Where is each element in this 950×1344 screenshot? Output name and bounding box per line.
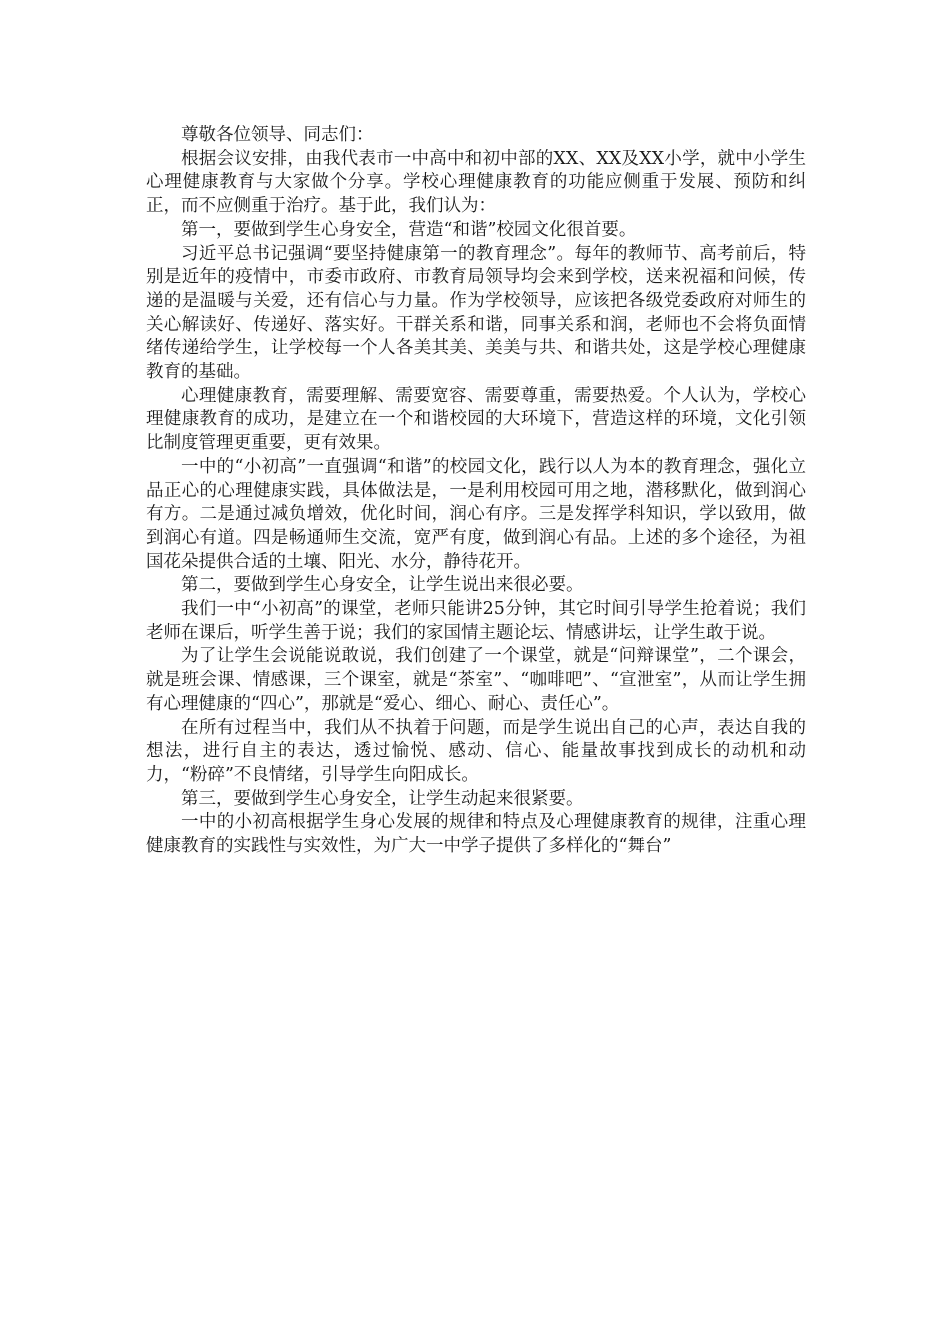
paragraph: 一中的小初高根据学生身心发展的规律和特点及心理健康教育的规律，注重心理健康教育的实践性与实效性，为广大一中学子提供了多样化的“舞台”	[146, 812, 806, 857]
paragraph: 习近平总书记强调“要坚持健康第一的教育理念”。每年的教师节、高考前后，特别是近年的疫情中，市委市政府、市教育局领导均会来到学校，送来祝福和问候，传递的是温暖与关爱，还有信心与力量。作为学校领导，应该把各级党委政府对师生的关心解读好、传递好、落实好。干群关系和谐，同事关系和润，老师也不会将负面情绪传递给学生，让学校每一个人各美其美、美美与共、和谐共处，这是学校心理健康教育的基础。	[146, 243, 806, 383]
document-body	[146, 124, 806, 859]
heading-point-two: 第二，要做到学生心身安全，让学生说出来很必要。	[181, 575, 584, 596]
heading-point-three: 第三，要做到学生心身安全，让学生动起来很紧要。	[181, 788, 584, 809]
paragraph: 我们一中“小初高”的课堂，老师只能讲25分钟，其它时间引导学生抢着说；我们老师在课后，听学生善于说；我们的家国情主题论坛、情感讲坛，让学生敢于说。	[146, 599, 806, 643]
paragraph: 一中的“小初高”一直强调“和谐”的校园文化，践行以人为本的教育理念，强化立品正心的心理健康实践，具体做法是，一是利用校园可用之地，潜移默化，做到润心有方。二是通过减负增效，优化时间，润心有序。三是发挥学科知识，学以致用，做到润心有道。四是畅通师生交流，宽严有度，做到润心有品。上述的多个途径，为祖国花朵提供合适的土壤、阳光、水分，静待花开。	[146, 456, 806, 572]
paragraph: 在所有过程当中，我们从不执着于问题，而是学生说出自己的心声，表达自我的想法，进行自主的表达，透过愉悦、感动、信心、能量故事找到成长的动机和动力，“粉碎”不良情绪，引导学生向阳成长。	[146, 717, 806, 785]
paragraph: 心理健康教育，需要理解、需要宽容、需要尊重，需要热爱。个人认为，学校心理健康教育的成功，是建立在一个和谐校园的大环境下，营造这样的环境，文化引领比制度管理更重要，更有效果。	[146, 385, 806, 454]
heading-point-one: 第一，要做到学生心身安全，营造“和谐”校园文化很首要。	[181, 219, 637, 240]
paragraph-intro: 根据会议安排，由我代表市一中高中和初中部的XX、XX及XX小学，就中小学生心理健康教育与大家做个分享。学校心理健康教育的功能应侧重于发展、预防和纠正，而不应侧重于治疗。基于此，我们认为：	[146, 148, 806, 217]
salutation: 尊敬各位领导、同志们：	[181, 125, 374, 145]
paragraph: 为了让学生会说能说敢说，我们创建了一个课堂，就是“问辩课堂”，二个课会，就是班会课、情感课，三个课室，就是“茶室”、“咖啡吧”、“宣泄室”，从而让学生拥有心理健康的“四心”，那就是“爱心、细心、耐心、责任心”。	[146, 646, 806, 714]
